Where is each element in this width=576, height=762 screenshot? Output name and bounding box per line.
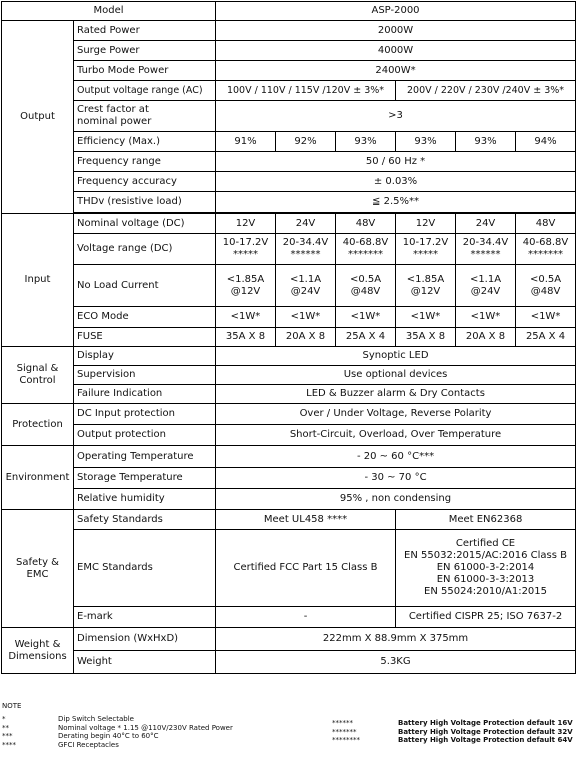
- note-text: GFCI Receptacles: [58, 740, 119, 749]
- row-value: LED & Buzzer alarm & Dry Contacts: [216, 385, 576, 404]
- row-label: Dimension (WxHxD): [74, 628, 216, 651]
- group-weight-dimensions: [2, 628, 74, 674]
- group-label-line2: Control: [19, 375, 56, 386]
- no-load-voltage: @24V: [290, 285, 321, 297]
- row-label: ECO Mode: [74, 307, 216, 328]
- row-label: Efficiency (Max.): [74, 132, 216, 152]
- nominal-voltage-cell: 48V: [516, 214, 576, 234]
- note-symbol: **: [2, 723, 9, 732]
- notes-title: NOTE: [2, 702, 22, 710]
- voltage-range-mark: *****: [233, 249, 258, 260]
- eco-cell: <1W*: [216, 307, 276, 328]
- row-value: 50 / 60 Hz *: [216, 152, 576, 172]
- no-load-voltage: @48V: [530, 285, 561, 297]
- nominal-voltage-cell: 12V: [216, 214, 276, 234]
- voltage-range-value: 20-34.4V: [462, 237, 509, 248]
- table-row: [2, 172, 576, 192]
- voltage-range-value: 10-17.2V: [402, 237, 449, 248]
- row-label: Nominal voltage (DC): [74, 214, 216, 234]
- row-label: Storage Temperature: [74, 468, 216, 489]
- row-value-us: Certified FCC Part 15 Class B: [216, 530, 396, 607]
- table-row: [2, 81, 576, 101]
- note-text: Battery High Voltage Protection default 32V: [398, 727, 573, 736]
- note-text: Battery High Voltage Protection default 16V: [398, 719, 573, 727]
- table-row: [2, 628, 576, 651]
- efficiency-cell: 93%: [336, 132, 396, 152]
- no-load-cell: [516, 265, 576, 307]
- voltage-range-mark: ******: [470, 249, 501, 260]
- no-load-voltage: @12V: [410, 285, 441, 297]
- voltage-range-cell: [336, 234, 396, 265]
- row-value: ≦ 2.5%**: [216, 192, 576, 213]
- group-input: Input: [2, 214, 74, 347]
- group-safety-emc: [2, 510, 74, 628]
- fuse-cell: 20A X 8: [276, 328, 336, 347]
- table-row: [2, 510, 576, 530]
- no-load-voltage: @12V: [230, 285, 261, 297]
- emc-line: Certified CE: [455, 538, 516, 549]
- row-value: 95% , non condensing: [216, 489, 576, 510]
- crest-label-line2: nominal power: [77, 116, 152, 127]
- voltage-range-cell: [456, 234, 516, 265]
- voltage-range-mark: *******: [528, 249, 564, 260]
- no-load-current: <1.85A: [406, 273, 445, 285]
- row-label: Safety Standards: [74, 510, 216, 530]
- note-item: [332, 719, 573, 728]
- table-row: [2, 214, 576, 234]
- row-label: Relative humidity: [74, 489, 216, 510]
- row-label: THDv (resistive load): [74, 192, 216, 213]
- group-environment: Environment: [2, 446, 74, 510]
- table-row: [2, 152, 576, 172]
- efficiency-cell: 91%: [216, 132, 276, 152]
- row-value: Short-Circuit, Overload, Over Temperature: [216, 425, 576, 446]
- note-symbol: ******: [332, 719, 353, 727]
- no-load-cell: [276, 265, 336, 307]
- row-label: Frequency accuracy: [74, 172, 216, 192]
- note-item: [2, 715, 233, 724]
- table-row: [2, 21, 576, 41]
- row-label: [74, 101, 216, 132]
- note-text: Derating begin 40°C to 60°C: [58, 732, 159, 740]
- table-row: [2, 307, 576, 328]
- table-row: [2, 425, 576, 446]
- row-value: 2000W: [216, 21, 576, 41]
- voltage-range-cell: [396, 234, 456, 265]
- row-value: 222mm X 88.9mm X 375mm: [216, 628, 576, 651]
- row-value-high: 200V / 220V / 230V /240V ± 3%*: [396, 81, 576, 101]
- table-row: [2, 651, 576, 674]
- note-item: [2, 732, 233, 741]
- header-model-value: ASP-2000: [216, 2, 576, 21]
- row-label: Output voltage range (AC): [74, 81, 216, 101]
- row-label: Display: [74, 347, 216, 366]
- row-value-us: Meet UL458 ****: [216, 510, 396, 530]
- row-value: ± 0.03%: [216, 172, 576, 192]
- group-label-line1: Weight &: [14, 638, 61, 650]
- note-item: [2, 741, 233, 750]
- table-row: [2, 446, 576, 468]
- notes-right: [332, 719, 573, 745]
- row-label: DC Input protection: [74, 404, 216, 425]
- row-value: 2400W*: [216, 61, 576, 81]
- emc-line: EN 61000-3-3:2013: [436, 574, 535, 585]
- row-label: FUSE: [74, 328, 216, 347]
- note-symbol: ***: [2, 732, 13, 740]
- row-value-eu: [396, 530, 576, 607]
- table-row: [2, 385, 576, 404]
- row-value: - 30 ~ 70 °C: [216, 468, 576, 489]
- efficiency-cell: 93%: [396, 132, 456, 152]
- table-row: [2, 607, 576, 628]
- no-load-current: <1.85A: [226, 273, 265, 285]
- table-row: [2, 192, 576, 213]
- group-output: Output: [2, 21, 74, 214]
- efficiency-cell: 93%: [456, 132, 516, 152]
- eco-cell: <1W*: [396, 307, 456, 328]
- no-load-current: <1.1A: [289, 273, 322, 285]
- table-row: [2, 366, 576, 385]
- note-symbol: ********: [332, 736, 360, 744]
- group-label-line1: Signal &: [16, 363, 59, 374]
- row-label: Operating Temperature: [74, 446, 216, 468]
- nominal-voltage-cell: 12V: [396, 214, 456, 234]
- row-value: Over / Under Voltage, Reverse Polarity: [216, 404, 576, 425]
- row-label: Failure Indication: [74, 385, 216, 404]
- row-value: 5.3KG: [216, 651, 576, 674]
- header-row: [2, 2, 576, 21]
- no-load-current: <1.1A: [469, 273, 502, 285]
- voltage-range-mark: *******: [348, 249, 383, 260]
- row-label: E-mark: [74, 607, 216, 628]
- voltage-range-value: 40-68.8V: [342, 237, 389, 248]
- spec-table: [1, 1, 576, 674]
- table-row: [2, 101, 576, 132]
- row-value-eu: Certified CISPR 25; ISO 7637-2: [396, 607, 576, 628]
- no-load-cell: [396, 265, 456, 307]
- table-row: [2, 132, 576, 152]
- row-value: Synoptic LED: [216, 347, 576, 366]
- note-text: Nominal voltage * 1.15 @110V/230V Rated Power: [58, 723, 233, 732]
- group-protection: Protection: [2, 404, 74, 446]
- voltage-range-mark: *****: [413, 249, 438, 260]
- voltage-range-cell: [216, 234, 276, 265]
- row-label: EMC Standards: [74, 530, 216, 607]
- table-row: [2, 61, 576, 81]
- no-load-current: <0.5A: [349, 273, 382, 285]
- row-value: - 20 ~ 60 °C***: [216, 446, 576, 468]
- row-value: Use optional devices: [216, 366, 576, 385]
- row-value-eu: Meet EN62368: [396, 510, 576, 530]
- emc-line: EN 61000-3-2:2014: [436, 562, 535, 573]
- voltage-range-cell: [276, 234, 336, 265]
- table-row: [2, 489, 576, 510]
- table-row: [2, 530, 576, 607]
- row-label: Turbo Mode Power: [74, 61, 216, 81]
- group-signal-control: [2, 347, 74, 404]
- eco-cell: <1W*: [336, 307, 396, 328]
- note-symbol: ****: [2, 740, 16, 749]
- nominal-voltage-cell: 48V: [336, 214, 396, 234]
- row-value: >3: [216, 101, 576, 132]
- eco-cell: <1W*: [276, 307, 336, 328]
- crest-label-line1: Crest factor at: [77, 104, 149, 115]
- fuse-cell: 35A X 8: [216, 328, 276, 347]
- no-load-cell: [456, 265, 516, 307]
- group-label-line2: EMC: [26, 568, 49, 580]
- table-row: [2, 328, 576, 347]
- note-symbol: *: [2, 715, 6, 723]
- voltage-range-value: 40-68.8V: [522, 237, 569, 248]
- note-symbol: *******: [332, 727, 357, 736]
- note-item: [332, 736, 573, 745]
- row-value: 4000W: [216, 41, 576, 61]
- note-text: Dip Switch Selectable: [58, 715, 134, 723]
- group-label-line2: Dimensions: [8, 650, 67, 662]
- nominal-voltage-cell: 24V: [456, 214, 516, 234]
- no-load-cell: [336, 265, 396, 307]
- note-item: [332, 728, 573, 737]
- row-label: Weight: [74, 651, 216, 674]
- notes-left: [2, 715, 233, 749]
- fuse-cell: 25A X 4: [516, 328, 576, 347]
- note-text: Battery High Voltage Protection default 64V: [398, 736, 573, 744]
- table-row: [2, 347, 576, 366]
- group-label-line1: Safety &: [16, 556, 59, 568]
- voltage-range-value: 10-17.2V: [222, 237, 269, 248]
- table-row: [2, 404, 576, 425]
- table-row: [2, 265, 576, 307]
- efficiency-cell: 94%: [516, 132, 576, 152]
- row-label: No Load Current: [74, 265, 216, 307]
- header-model-label: Model: [2, 2, 216, 21]
- efficiency-cell: 92%: [276, 132, 336, 152]
- eco-cell: <1W*: [456, 307, 516, 328]
- row-value-us: -: [216, 607, 396, 628]
- emc-line: EN 55032:2015/AC:2016 Class B: [404, 550, 567, 561]
- fuse-cell: 25A X 4: [336, 328, 396, 347]
- row-label: Supervision: [74, 366, 216, 385]
- emc-line: EN 55024:2010/A1:2015: [424, 586, 548, 597]
- eco-cell: <1W*: [516, 307, 576, 328]
- no-load-current: <0.5A: [529, 273, 562, 285]
- voltage-range-cell: [516, 234, 576, 265]
- table-row: [2, 234, 576, 265]
- voltage-range-mark: ******: [290, 249, 321, 260]
- fuse-cell: 35A X 8: [396, 328, 456, 347]
- table-row: [2, 41, 576, 61]
- no-load-voltage: @24V: [470, 285, 501, 297]
- voltage-range-value: 20-34.4V: [282, 237, 329, 248]
- fuse-cell: 20A X 8: [456, 328, 516, 347]
- nominal-voltage-cell: 24V: [276, 214, 336, 234]
- row-label: Voltage range (DC): [74, 234, 216, 265]
- row-label: Output protection: [74, 425, 216, 446]
- no-load-voltage: @48V: [350, 285, 381, 297]
- table-row: [2, 468, 576, 489]
- row-label: Rated Power: [74, 21, 216, 41]
- row-value-low: 100V / 110V / 115V /120V ± 3%*: [216, 81, 396, 101]
- note-item: [2, 724, 233, 733]
- no-load-cell: [216, 265, 276, 307]
- row-label: Frequency range: [74, 152, 216, 172]
- row-label: Surge Power: [74, 41, 216, 61]
